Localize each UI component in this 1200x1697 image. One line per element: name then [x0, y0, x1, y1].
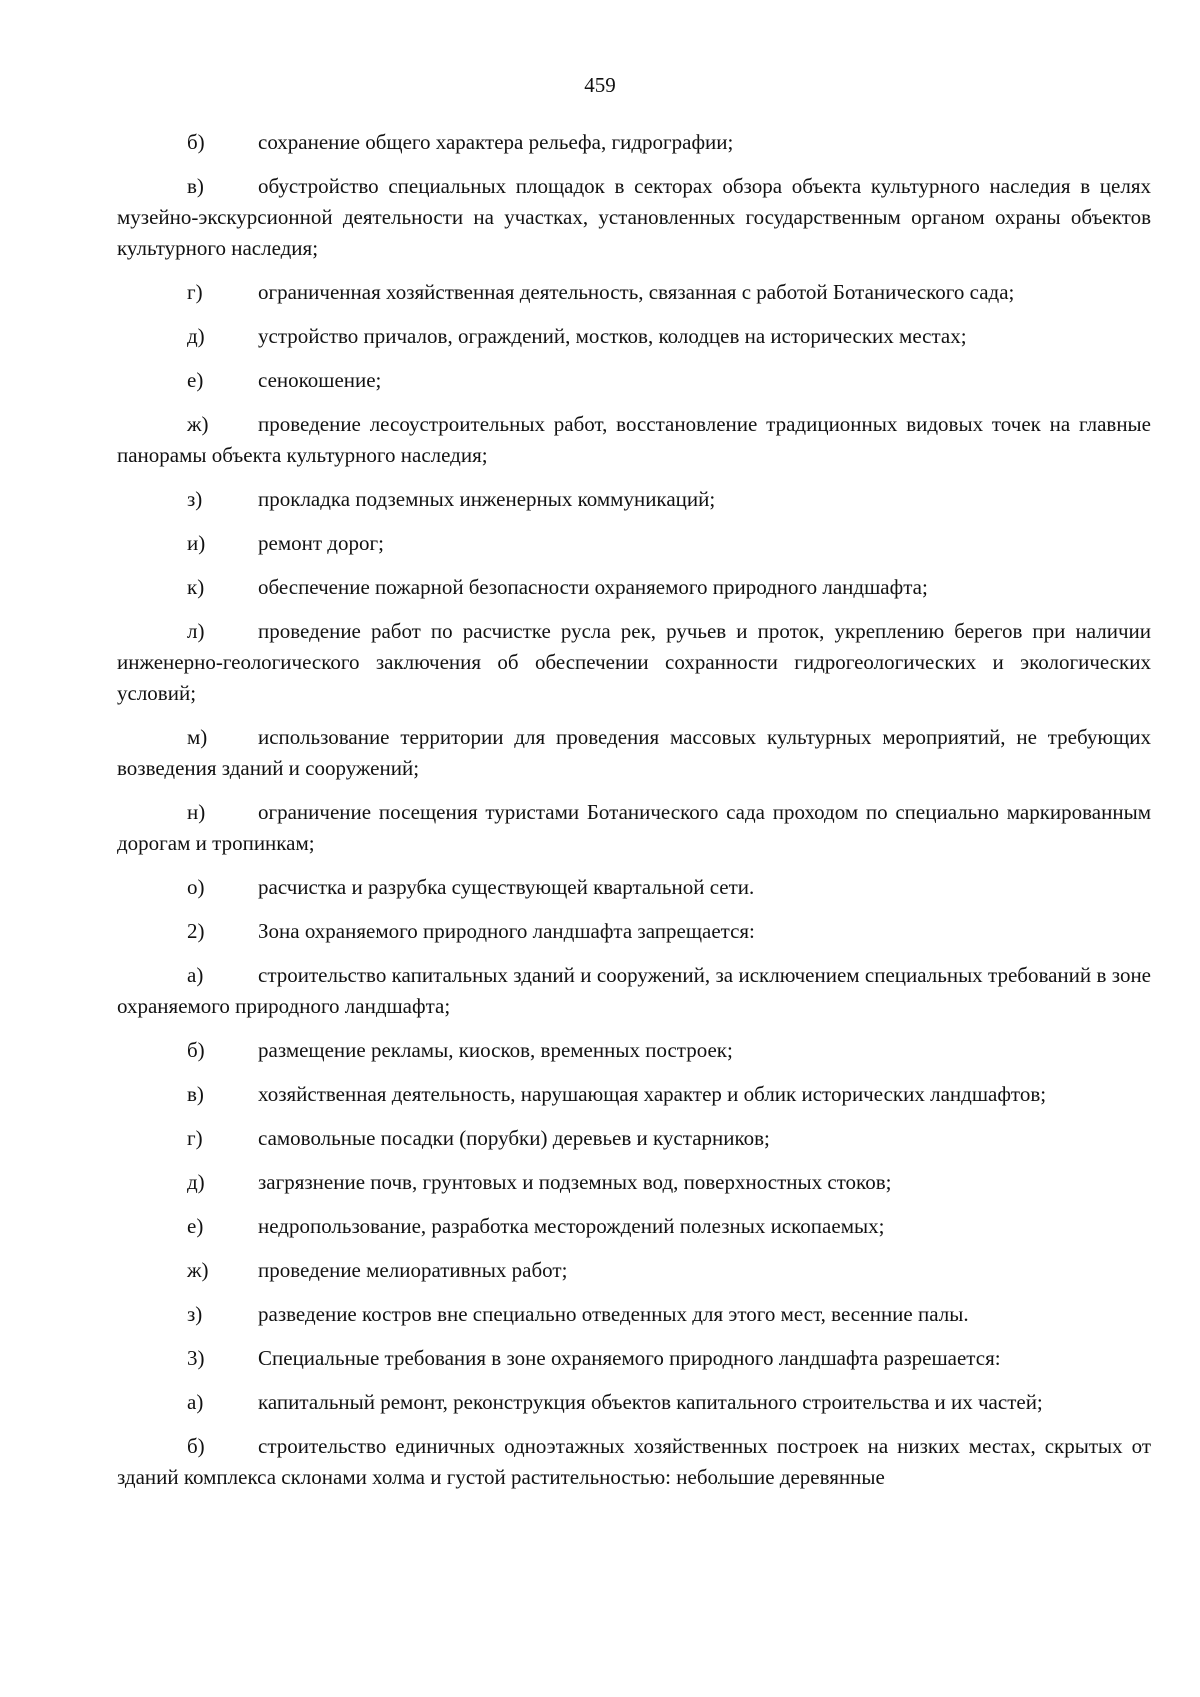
item-text: сенокошение;	[258, 368, 382, 392]
item-text: проведение мелиоративных работ;	[258, 1258, 568, 1282]
item-text: сохранение общего характера рельефа, гидрографии;	[258, 130, 734, 154]
item-marker: 3)	[187, 1346, 205, 1370]
item-marker: л)	[187, 619, 205, 643]
item-marker: ж)	[187, 1258, 209, 1282]
item-marker: в)	[187, 174, 204, 198]
item-marker: е)	[187, 368, 204, 392]
item-text: устройство причалов, ограждений, мостков, колодцев на исторических местах;	[258, 324, 967, 348]
list-item	[117, 1211, 1151, 1242]
item-text: строительство единичных одноэтажных хозяйственных построек на низких местах, скрытых от зданий комплекса склонами холма и густой растительностью: небольшие деревянные	[117, 1434, 1151, 1489]
list-item	[117, 1167, 1151, 1198]
list-item	[117, 1123, 1151, 1154]
item-marker: з)	[187, 487, 203, 511]
item-text: загрязнение почв, грунтовых и подземных вод, поверхностных стоков;	[258, 1170, 892, 1194]
list-item	[117, 1431, 1151, 1493]
item-marker: з)	[187, 1302, 203, 1326]
section-heading	[117, 916, 1151, 947]
list-item	[117, 1079, 1151, 1110]
item-text: ограничение посещения туристами Ботанического сада проходом по специально маркированным дорогам и тропинкам;	[117, 800, 1151, 855]
item-marker: д)	[187, 324, 205, 348]
item-marker: в)	[187, 1082, 204, 1106]
item-text: недропользование, разработка месторождений полезных ископаемых;	[258, 1214, 885, 1238]
list-item	[117, 409, 1151, 471]
list-item	[117, 127, 1151, 158]
list-item	[117, 572, 1151, 603]
item-text: Специальные требования в зоне охраняемого природного ландшафта разрешается:	[258, 1346, 1001, 1370]
item-text: обеспечение пожарной безопасности охраняемого природного ландшафта;	[258, 575, 928, 599]
item-marker: о)	[187, 875, 205, 899]
list-item	[117, 528, 1151, 559]
item-marker: ж)	[187, 412, 209, 436]
list-item	[117, 321, 1151, 352]
item-text: размещение рекламы, киосков, временных построек;	[258, 1038, 733, 1062]
item-marker: г)	[187, 280, 203, 304]
list-item	[117, 1255, 1151, 1286]
list-item	[117, 722, 1151, 784]
item-marker: б)	[187, 1038, 205, 1062]
list-item	[117, 872, 1151, 903]
item-marker: б)	[187, 130, 205, 154]
item-marker: г)	[187, 1126, 203, 1150]
item-marker: н)	[187, 800, 206, 824]
item-text: проведение работ по расчистке русла рек, ручьев и проток, укреплению берегов при наличии инженерно-геологического заключения об обеспечении сохранности гидрогеологических и экологических условий;	[117, 619, 1151, 705]
list-item	[117, 1035, 1151, 1066]
item-text: ограниченная хозяйственная деятельность, связанная с работой Ботанического сада;	[258, 280, 1015, 304]
item-marker: к)	[187, 575, 205, 599]
item-text: строительство капитальных зданий и сооружений, за исключением специальных требований в зоне охраняемого природного ландшафта;	[117, 963, 1151, 1018]
item-text: хозяйственная деятельность, нарушающая характер и облик исторических ландшафтов;	[258, 1082, 1047, 1106]
list-item	[117, 484, 1151, 515]
list-item	[117, 171, 1151, 264]
list-item	[117, 1387, 1151, 1418]
item-text: самовольные посадки (порубки) деревьев и кустарников;	[258, 1126, 770, 1150]
list-item	[117, 960, 1151, 1022]
page-number: 459	[584, 73, 616, 97]
item-marker: д)	[187, 1170, 205, 1194]
item-text: капитальный ремонт, реконструкция объектов капитального строительства и их частей;	[258, 1390, 1043, 1414]
item-text: прокладка подземных инженерных коммуникаций;	[258, 487, 716, 511]
item-marker: б)	[187, 1434, 205, 1458]
list-item	[117, 616, 1151, 709]
section-heading	[117, 1343, 1151, 1374]
document-body	[117, 127, 1151, 1506]
item-marker: м)	[187, 725, 208, 749]
item-text: Зона охраняемого природного ландшафта запрещается:	[258, 919, 755, 943]
list-item	[117, 797, 1151, 859]
item-text: проведение лесоустроительных работ, восстановление традиционных видовых точек на главные панорамы объекта культурного наследия;	[117, 412, 1151, 467]
list-item	[117, 1299, 1151, 1330]
item-text: разведение костров вне специально отведенных для этого мест, весенние палы.	[258, 1302, 969, 1326]
item-marker: е)	[187, 1214, 204, 1238]
item-marker: и)	[187, 531, 206, 555]
item-marker: 2)	[187, 919, 205, 943]
item-text: использование территории для проведения массовых культурных мероприятий, не требующих возведения зданий и сооружений;	[117, 725, 1151, 780]
item-text: ремонт дорог;	[258, 531, 384, 555]
item-marker: а)	[187, 963, 204, 987]
item-text: расчистка и разрубка существующей квартальной сети.	[258, 875, 755, 899]
list-item	[117, 365, 1151, 396]
item-text: обустройство специальных площадок в секторах обзора объекта культурного наследия в целях музейно-экскурсионной деятельности на участках, установленных государственным органом охраны объектов культурного наследия;	[117, 174, 1151, 260]
item-marker: а)	[187, 1390, 204, 1414]
list-item	[117, 277, 1151, 308]
